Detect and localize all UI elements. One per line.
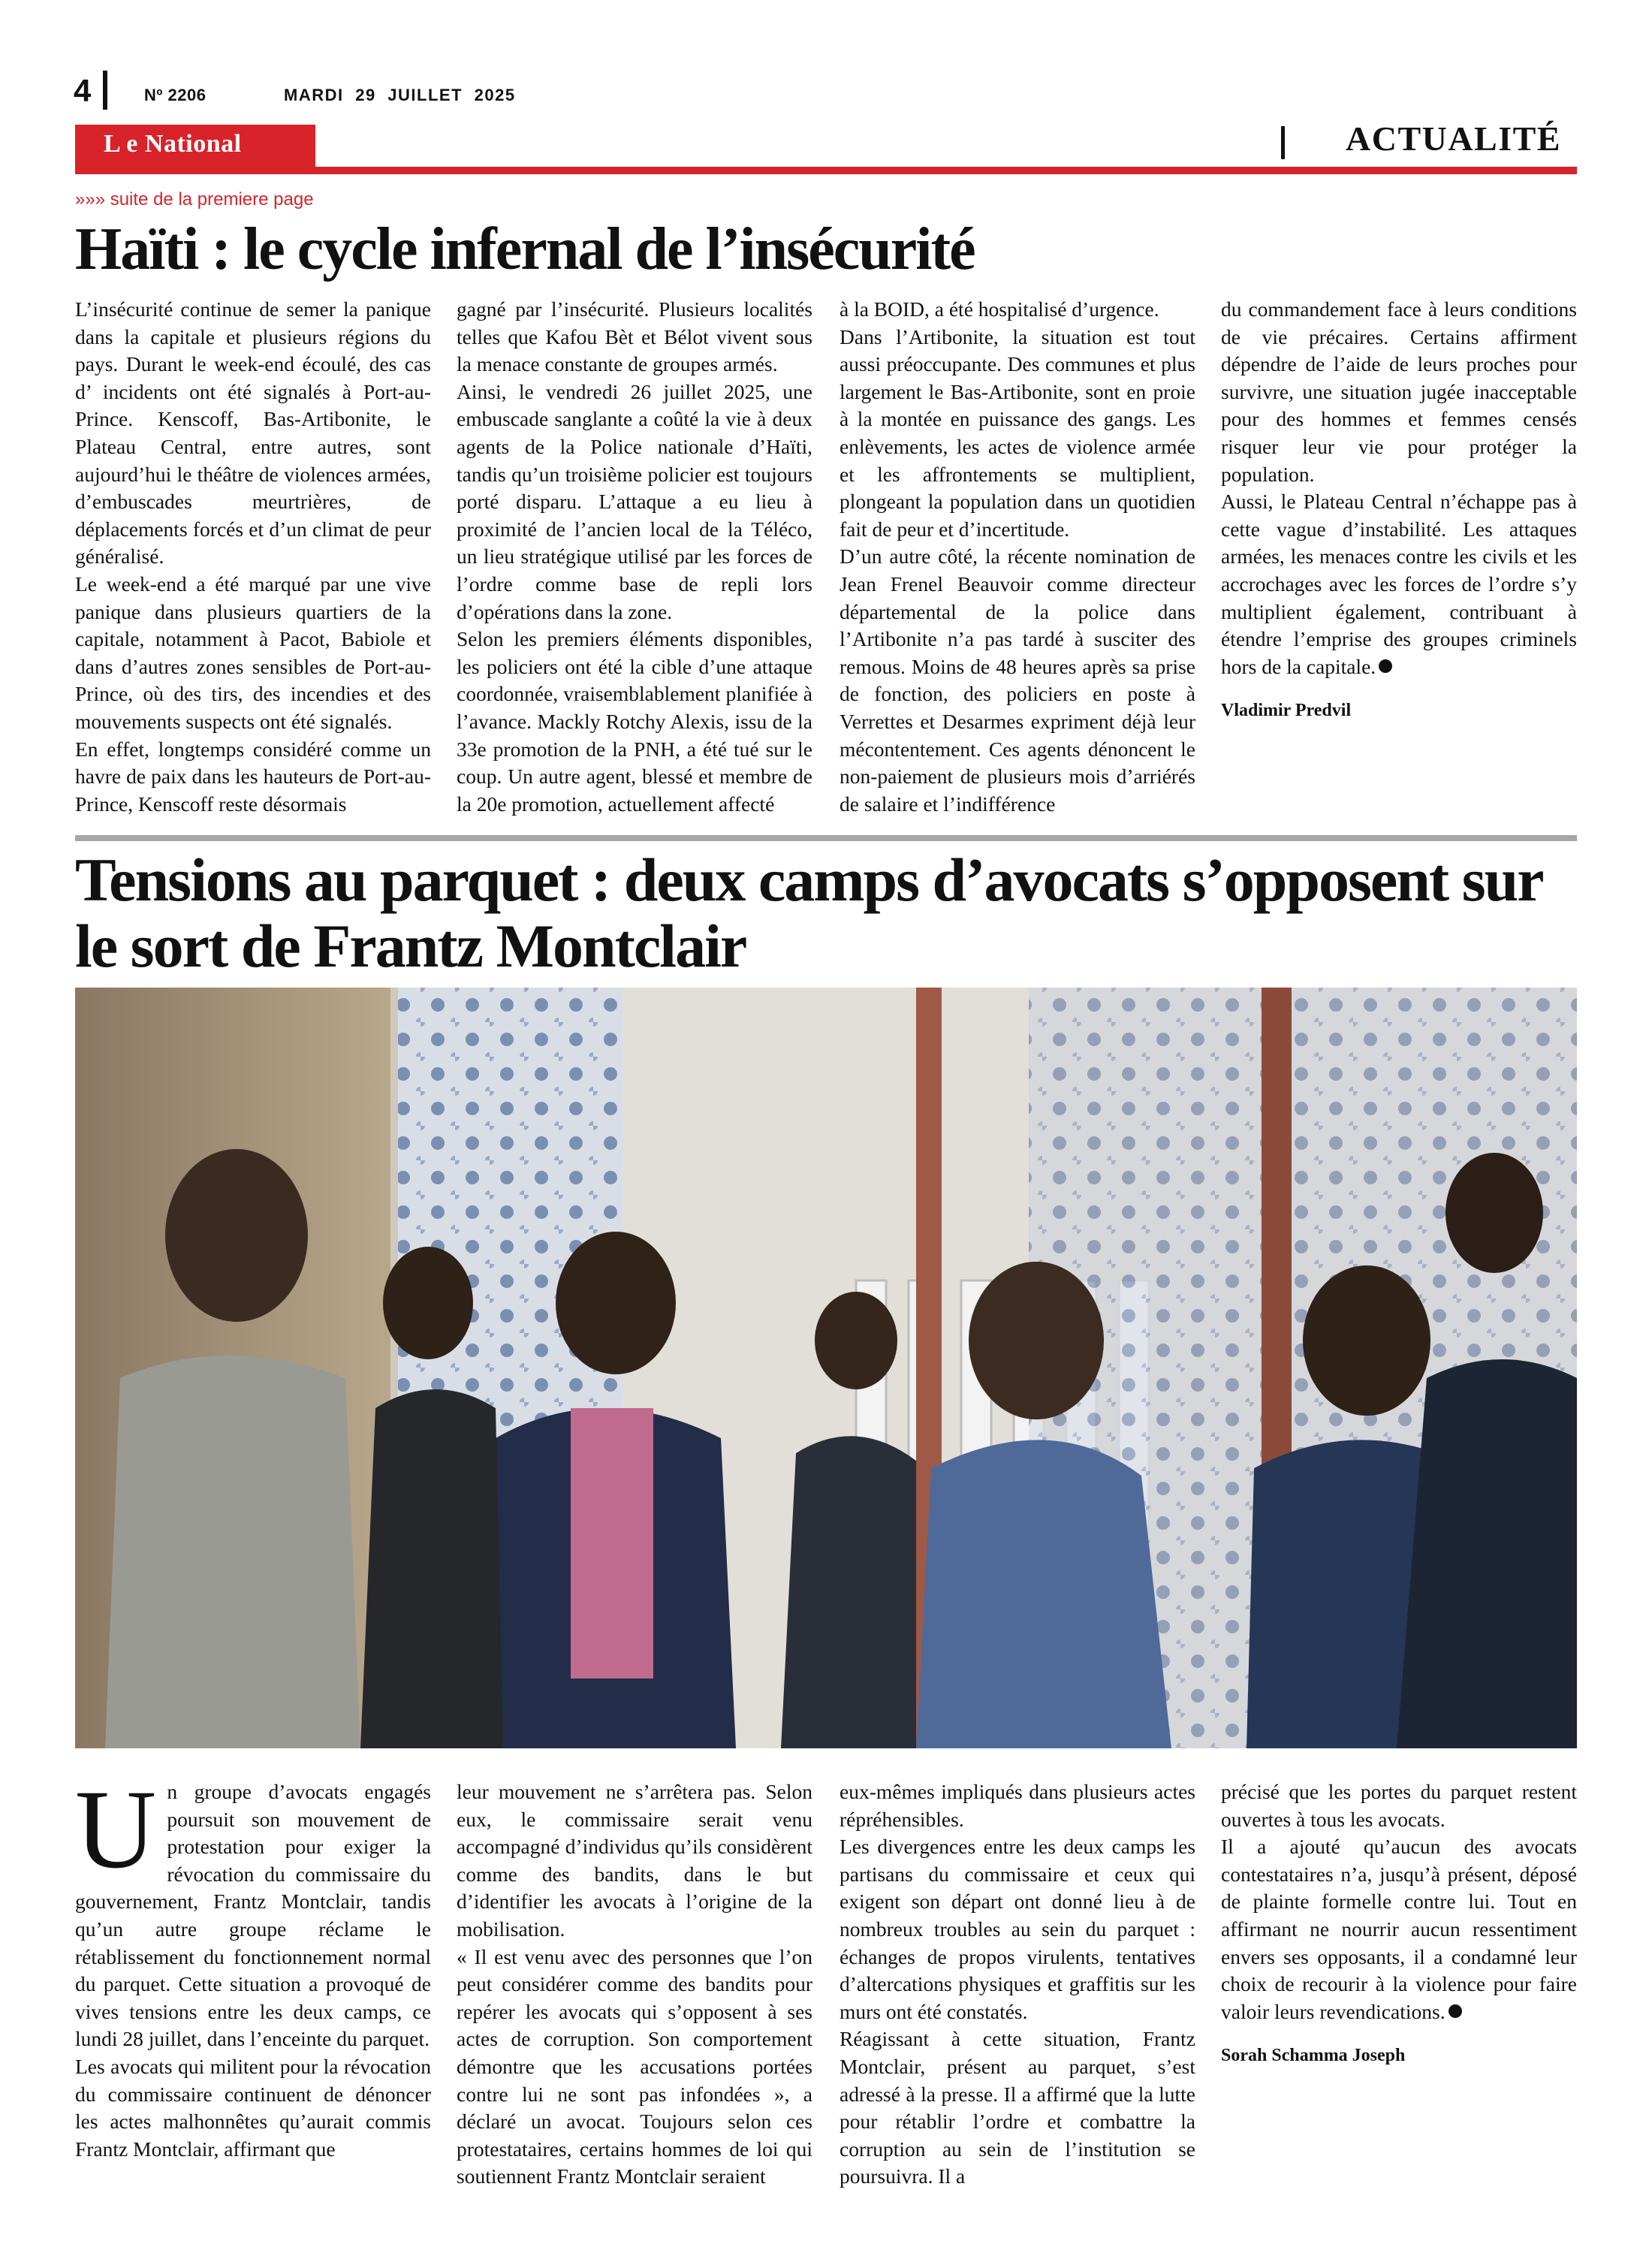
- article2-column-3: [840, 1778, 1195, 2191]
- paragraph: du commandement face à leurs conditions de vie précaires. Certains affirment dépendre de l’aide de leurs proches pour survivre, une situation jugée inacceptable pour des hommes et femmes censés risquer leur vie pour protéger la population.: [1221, 297, 1577, 486]
- page-number-divider: [103, 71, 107, 110]
- article-divider: [75, 835, 1577, 841]
- end-of-article-icon: [1379, 659, 1392, 673]
- article2-column-4: [1221, 1778, 1577, 2070]
- section-divider: [1281, 126, 1285, 159]
- paragraph: à la BOID, a été hospitalisé d’urgence.: [840, 297, 1159, 321]
- paragraph: Réagissant à cette situation, Frantz Montclair, présent au parquet, s’est adressé à la presse. Il a affirmé que la lutte pour rétablir l’ordre et combattre la corruption au sein de l’institution se poursuivra. Il a: [840, 2027, 1195, 2188]
- drop-cap: U: [75, 1767, 157, 1892]
- paragraph: « Il est venu avec des personnes que l’on peut considérer comme des bandits pour repérer les avocats qui s’opposent à ses actes de corruption. Son comportement démontre que les accusations portées contre lui ne sont pas infondées », a déclaré un avocat. Toujours selon ces protestataires, certains hommes de loi qui soutiennent Frantz Montclair seraient: [457, 1944, 812, 2188]
- paragraph: Les avocats qui militent pour la révocation du commissaire continuent de dénoncer les actes malhonnêtes qu’aurait commis Frantz Montclair, affirmant que: [75, 2054, 431, 2161]
- article1-author: Vladimir Predvil: [1221, 701, 1352, 721]
- paragraph: Dans l’Artibonite, la situation est tout aussi préoccupante. Des communes et plus largement le Bas-Artibonite, sont en proie à la montée en puissance des gangs. Les enlèvements, les actes de violence armée et les affrontements se multiplient, plongeant la population dans un quotidien fait de peur et d’incertitude.: [840, 324, 1195, 541]
- article1-column-4: [1221, 296, 1577, 725]
- article2-column-1: [75, 1767, 431, 2163]
- article1-headline: Haïti : le cycle infernal de l’insécurité: [75, 216, 975, 282]
- paragraph: Aussi, le Plateau Central n’échappe pas à cette vague d’instabilité. Les attaques armées, les menaces contre les civils et les accrochages avec les forces de l’ordre s’y multiplient également, contribuant à étendre l’emprise des groupes criminels hors de la capitale.: [1221, 490, 1577, 678]
- paragraph: précisé que les portes du parquet restent ouvertes à tous les avocats.: [1221, 1780, 1577, 1831]
- article2-author: Sorah Schamma Joseph: [1221, 2046, 1406, 2066]
- paragraph: leur mouvement ne s’arrêtera pas. Selon eux, le commissaire serait venu accompagné d’individus qu’ils considèrent comme des bandits, dans le but d’identifier les avocats à l’origine de la mobilisation.: [457, 1780, 812, 1941]
- paragraph: eux-mêmes impliqués dans plusieurs actes répréhensibles.: [840, 1780, 1195, 1831]
- brand-name: L e National: [104, 130, 242, 158]
- article1-column-1: [75, 296, 431, 818]
- paragraph: L’insécurité continue de semer la panique dans la capitale et plusieurs régions du pays. Durant le week-end écoulé, des cas d’ incidents ont été signalés à Port-au-Prince. Kenscoff, Bas-Artibonite, le Plateau Central, entre autres, sont aujourd’hui le théâtre de violences armées, d’embuscades meurtrières, de déplacements forcés et d’un climat de peur généralisé.: [75, 297, 431, 569]
- paragraph: Les divergences entre les deux camps les partisans du commissaire et ceux qui exigent son départ ont donné lieu à de nombreux troubles au sein du parquet : échanges de propos virulents, tentatives d’altercations physiques et graffitis sur les murs ont été constatés.: [840, 1835, 1195, 2023]
- issue-date: MARDI 29 JUILLET 2025: [284, 86, 516, 104]
- section-title: ACTUALITÉ: [1346, 119, 1562, 158]
- paragraph: Ainsi, le vendredi 26 juillet 2025, une embuscade sanglante a coûté la vie à deux agents de la Police nationale d’Haïti, tandis qu’un troisième policier est toujours porté disparu. L’attaque a eu lieu à proximité de l’ancien local de la Téléco, un lieu stratégique utilisé par les forces de l’ordre comme base de repli lors d’opérations dans la zone.: [457, 379, 812, 623]
- header-rule: [75, 167, 1577, 174]
- article2-headline: Tensions au parquet : deux camps d’avocats s’opposent sur le sort de Frantz Montclair: [75, 846, 1542, 980]
- paragraph: Le week-end a été marqué par une vive panique dans plusieurs quartiers de la capitale, notamment à Pacot, Babiole et dans d’autres zones sensibles de Port-au-Prince, où des tirs, des incendies et des mouvements suspects ont été signalés.: [75, 572, 431, 733]
- paragraph: gagné par l’insécurité. Plusieurs localités telles que Kafou Bèt et Bélot vivent sous la menace constante de groupes armés.: [457, 297, 812, 376]
- end-of-article-icon: [1449, 2004, 1462, 2018]
- issue-number: Nº 2206: [144, 86, 206, 104]
- paragraph: Il a ajouté qu’aucun des avocats contestataires n’a, jusqu’à présent, déposé de plainte formelle contre lui. Tout en affirmant ne nourrir aucun ressentiment envers ses opposants, il a condamné leur choix de recourir à la violence pour faire valoir leurs revendications.: [1221, 1835, 1577, 2023]
- article1-column-2: [457, 296, 812, 818]
- page-number: 4: [74, 73, 92, 108]
- paragraph: En effet, longtemps considéré comme un havre de paix dans les hauteurs de Port-au-Prince, Kenscoff reste désormais: [75, 737, 431, 816]
- continuation-link[interactable]: »»» suite de la premiere page: [75, 189, 314, 210]
- paragraph: D’un autre côté, la récente nomination de Jean Frenel Beauvoir comme directeur départemental de la police dans l’Artibonite n’a pas tardé à susciter des remous. Moins de 48 heures après sa prise de fonction, des policiers en poste à Verrettes et Desarmes expriment déjà leur mécontentement. Ces agents dénoncent le non-paiement de plusieurs mois d’arriérés de salaire et l’indifférence: [840, 544, 1195, 816]
- article2-column-2: [457, 1778, 812, 2191]
- lawyers-photo-illustration: [75, 988, 1577, 1748]
- paragraph: Selon les premiers éléments disponibles, les policiers ont été la cible d’une attaque coordonnée, vraisemblablement planifiée à l’avance. Mackly Rotchy Alexis, issu de la 33e promotion de la PNH, a été tué sur le coup. Un autre agent, blessé et membre de la 20e promotion, actuellement affecté: [457, 627, 812, 816]
- article2-photo: [75, 988, 1577, 1748]
- article1-column-3: [840, 296, 1195, 818]
- paragraph: n groupe d’avocats engagés poursuit son mouvement de protestation pour exiger la révocation du commissaire du gouvernement, Frantz Montclair, tandis qu’un autre groupe réclame le rétablissement du fonctionnement normal du parquet. Cette situation a provoqué de vives tensions entre les deux camps, ce lundi 28 juillet, dans l’enceinte du parquet.: [75, 1780, 431, 2051]
